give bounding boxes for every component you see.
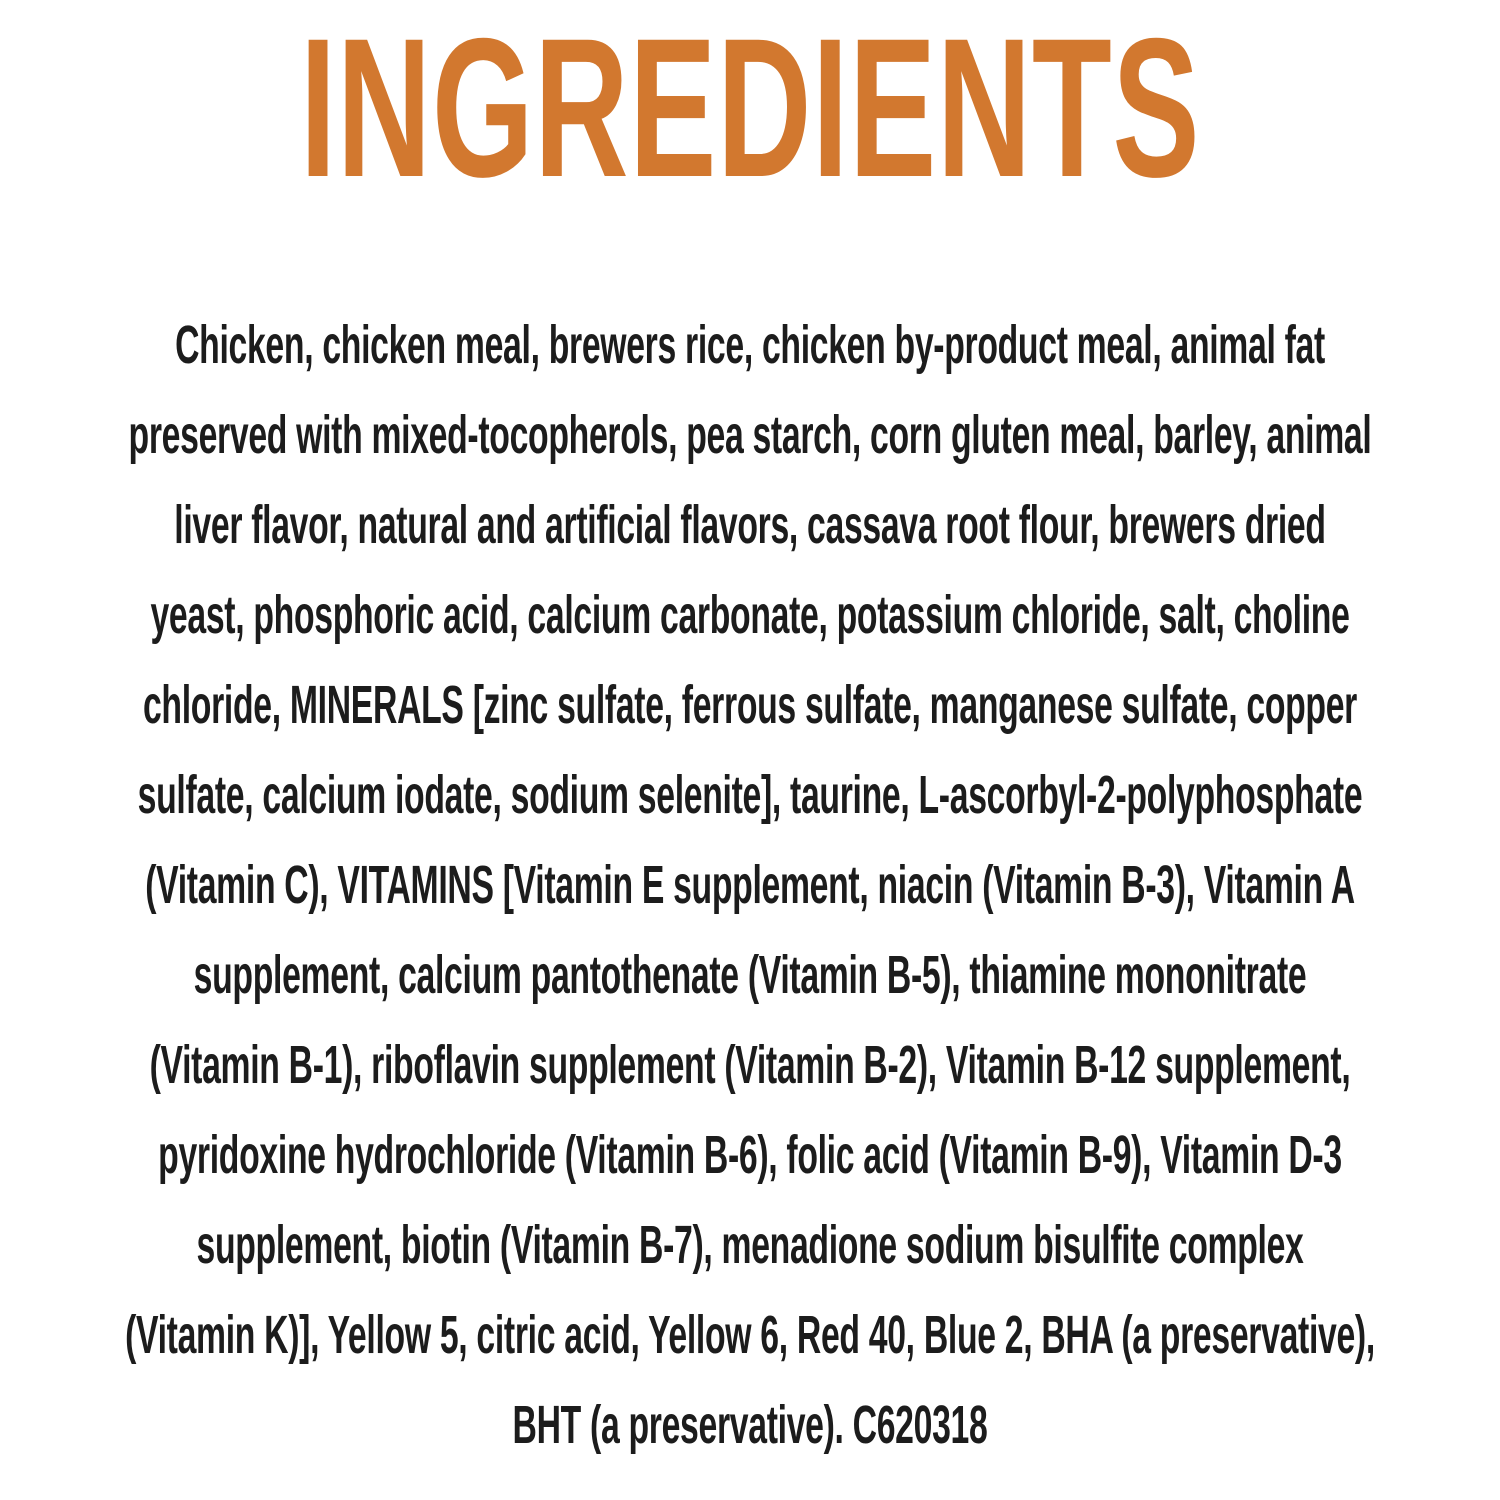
ingredients-line: chloride, MINERALS [zinc sulfate, ferrous sulfate, manganese sulfate, copper [142, 675, 1358, 735]
ingredients-line: supplement, calcium pantothenate (Vitamin B-5), thiamine mononitrate [193, 945, 1307, 1005]
page-title-wrap [0, 0, 1500, 218]
ingredients-line: supplement, biotin (Vitamin B-7), menadione sodium bisulfite complex [196, 1215, 1304, 1275]
ingredients-line: BHT (a preservative). C620318 [512, 1395, 988, 1455]
ingredients-line: (Vitamin B-1), riboflavin supplement (Vitamin B-2), Vitamin B-12 supplement, [149, 1035, 1351, 1095]
ingredients-line: pyridoxine hydrochloride (Vitamin B-6), folic acid (Vitamin B-9), Vitamin D-3 [158, 1125, 1342, 1185]
ingredients-line: (Vitamin K)], Yellow 5, citric acid, Yellow 6, Red 40, Blue 2, BHA (a preservative), [125, 1305, 1375, 1365]
ingredients-line: sulfate, calcium iodate, sodium selenite], taurine, L-ascorbyl-2-polyphosphate [137, 765, 1363, 825]
ingredients-text-block [0, 300, 1500, 1470]
ingredients-line: Chicken, chicken meal, brewers rice, chicken by-product meal, animal fat [175, 315, 1325, 375]
ingredients-line: preserved with mixed-tocopherols, pea starch, corn gluten meal, barley, animal [128, 405, 1372, 465]
ingredients-line: (Vitamin C), VITAMINS [Vitamin E supplement, niacin (Vitamin B-3), Vitamin A [145, 855, 1355, 915]
ingredients-line: liver flavor, natural and artificial flavors, cassava root flour, brewers dried [174, 495, 1326, 555]
page-title: INGREDIENTS [299, 0, 1201, 218]
ingredients-line: yeast, phosphoric acid, calcium carbonate, potassium chloride, salt, choline [150, 585, 1350, 645]
